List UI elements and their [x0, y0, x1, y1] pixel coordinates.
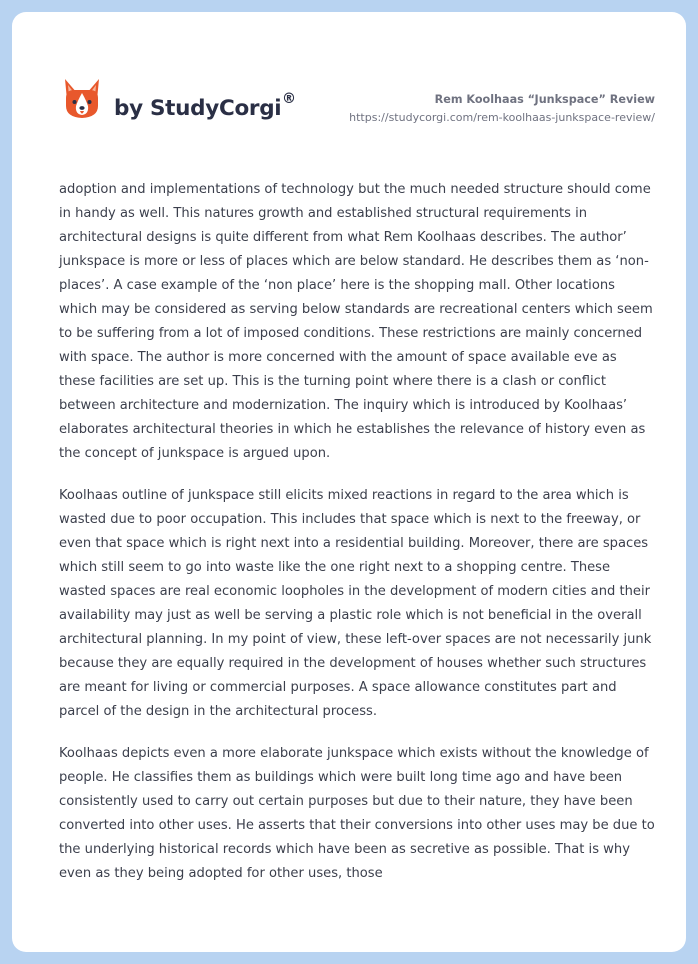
paragraph: Koolhaas outline of junkspace still elicits mixed reactions in regard to the area which is wasted due to poor occupation. This includes that space which is next to the freeway, or even that space which is right next into a residential building. Moreover, there are spaces which still seem to go into waste like the one right next to a shopping centre. These wasted spaces are real economic loopholes in the development of modern cities and their availability may just as well be serving a plastic role which is not beneficial in the overall architectural planning. In my point of view, these left-over spaces are not necessarily junk because they are equally required in the development of houses whether such structures are meant for living or commercial purposes. A space allowance constitutes part and parcel of the design in the architectural process. [59, 488, 652, 719]
registered-mark: ® [282, 91, 296, 107]
page-card [12, 12, 686, 952]
paragraph: Koolhaas depicts even a more elaborate junkspace which exists without the knowledge of people. He classifies them as buildings which were built long time ago and have been consistently used to carry out certain purposes but due to their nature, they have been converted into other uses. He asserts that their conversions into other uses may be due to the underlying historical records which have been as secretive as possible. That is why even as they being adopted for other uses, those [59, 746, 655, 881]
paragraph: adoption and implementations of technology but the much needed structure should come in handy as well. This natures growth and established structural requirements in architectural designs is quite different from what Rem Koolhaas describes. The author’ junkspace is more or less of places which are below standard. He describes them as ‘non-places’. A case example of the ‘non place’ here is the shopping mall. Other locations which may be considered as serving below standards are recreational centers which seem to be suffering from a lot of imposed conditions. These restrictions are mainly concerned with space. The author is more concerned with the amount of space available eve as these facilities are set up. This is the turning point where there is a clash or conflict between architecture and modernization. The inquiry which is introduced by Koolhaas’ elaborates architectural theories in which he establishes the relevance of history even as the concept of junkspace is argued upon. [59, 182, 653, 461]
brand-name: by StudyCorgi [114, 96, 282, 121]
document-meta [349, 93, 655, 126]
corgi-icon [60, 76, 104, 124]
document-url[interactable]: https://studycorgi.com/rem-koolhaas-junkspace-review/ [349, 111, 655, 124]
essay-body [59, 178, 655, 904]
studycorgi-logo[interactable] [60, 76, 304, 126]
page-header [12, 12, 686, 152]
document-title: Rem Koolhaas “Junkspace” Review [434, 93, 655, 106]
